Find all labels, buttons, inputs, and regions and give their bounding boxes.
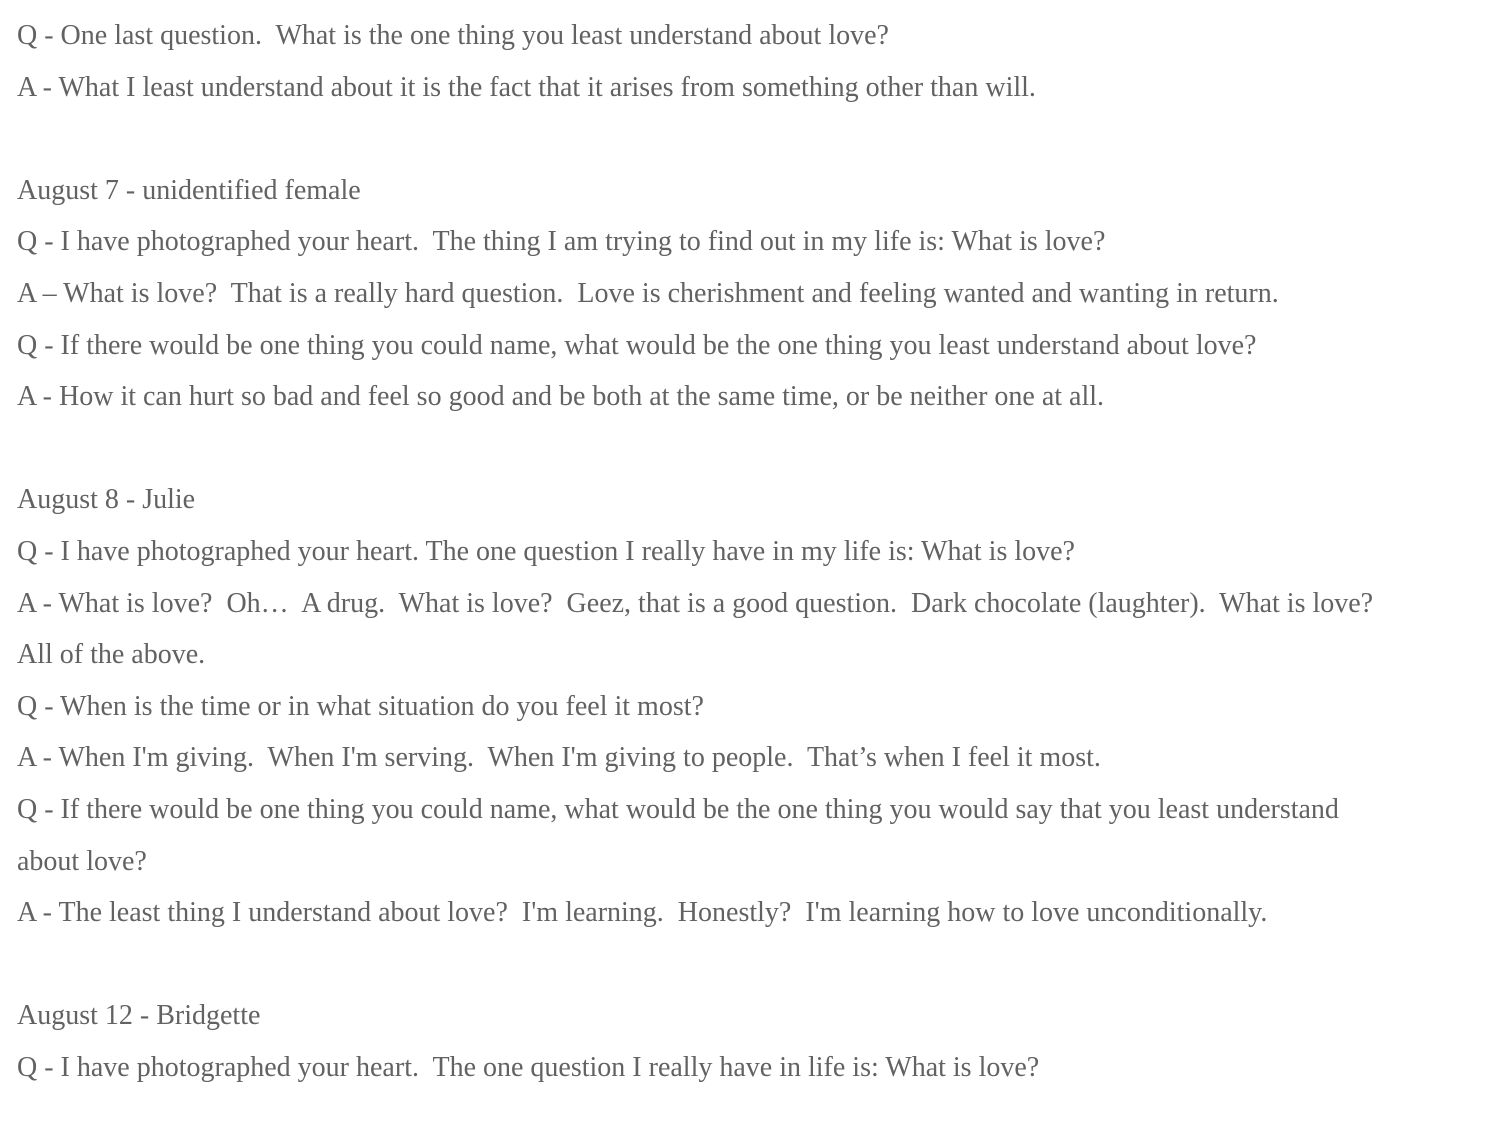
paragraph-gap xyxy=(17,423,1483,475)
entry-heading: August 8 - Julie xyxy=(17,484,196,516)
question-line: Q - I have photographed your heart. The one question I really have in my life is: What is love? xyxy=(17,535,1075,567)
answer-line: A - What I least understand about it is the fact that it arises from something other than will. xyxy=(17,71,1036,103)
question-line: Q - One last question. What is the one thing you least understand about love? xyxy=(17,20,889,51)
paragraph-gap xyxy=(17,939,1483,991)
answer-line: A - What is love? Oh… A drug. What is love? Geez, that is a good question. Dark chocolate (laughter). What is love? xyxy=(17,587,1374,619)
question-line-continued: about love? xyxy=(17,845,147,877)
answer-line: A - How it can hurt so bad and feel so good and be both at the same time, or be neither one at all. xyxy=(17,381,1105,413)
answer-line: A – What is love? That is a really hard question. Love is cherishment and feeling wanted and wanting in return. xyxy=(17,277,1279,309)
interview-transcript xyxy=(17,10,1483,1093)
answer-line: A - The least thing I understand about love? I'm learning. Honestly? I'm learning how to love unconditionally. xyxy=(17,897,1268,929)
entry-heading: August 7 - unidentified female xyxy=(17,174,361,206)
question-line: Q - I have photographed your heart. The one question I really have in life is: What is love? xyxy=(17,1051,1040,1083)
answer-line-continued: All of the above. xyxy=(17,639,206,671)
question-line: Q - If there would be one thing you could name, what would be the one thing you would say that you least understand xyxy=(17,793,1339,825)
entry-heading: August 12 - Bridgette xyxy=(17,1000,261,1032)
question-line: Q - If there would be one thing you could name, what would be the one thing you least understand about love? xyxy=(17,329,1257,361)
question-line: Q - I have photographed your heart. The thing I am trying to find out in my life is: What is love? xyxy=(17,226,1106,258)
answer-line: A - When I'm giving. When I'm serving. When I'm giving to people. That’s when I feel it most. xyxy=(17,742,1101,774)
paragraph-gap xyxy=(17,113,1483,165)
question-line: Q - When is the time or in what situation do you feel it most? xyxy=(17,690,704,722)
